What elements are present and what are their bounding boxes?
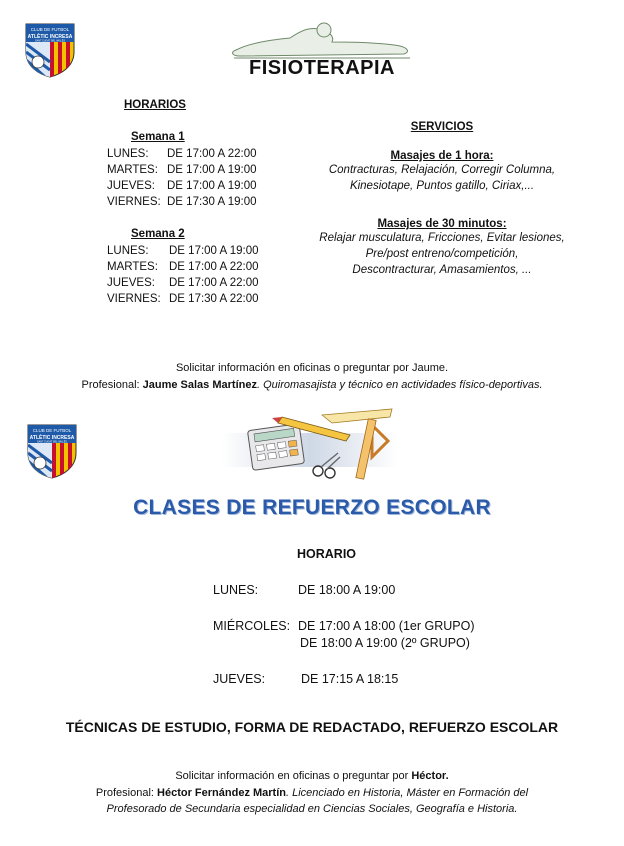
professional-desc: . Quiromasajista y técnico en actividades físico-deportivas. [256, 379, 543, 391]
professional-desc: . Licenciado en Historia, Máster en Formación del [286, 787, 529, 799]
professional-desc: Profesorado de Secundaria especialidad en Ciencias Sociales, Geografía e Historia. [106, 803, 518, 815]
hours-value: DE 17:00 A 22:00 [169, 261, 259, 273]
schedule-row [107, 261, 259, 273]
crest-bottom-text: SANT CUGAT DEL VALLÈS [37, 440, 67, 444]
day-label: LUNES: [107, 245, 149, 257]
horario-heading: HORARIO [297, 547, 357, 561]
massage-figure-icon [228, 20, 416, 62]
day-label: JUEVES: [213, 672, 266, 686]
fisio-professional-line [0, 378, 624, 393]
semana-2-label: Semana 2 [131, 228, 185, 240]
hours-value: DE 17:30 A 22:00 [169, 293, 259, 305]
schedule-row [107, 180, 257, 192]
hours-value: DE 17:15 A 18:15 [301, 672, 399, 686]
fisioterapia-logo [228, 20, 416, 82]
masajes-1h-line: Contracturas, Relajación, Corregir Columna, [328, 164, 556, 176]
masajes-30-line: Relajar musculatura, Fricciones, Evitar lesiones, [319, 232, 565, 244]
hours-value: DE 17:00 A 19:00 [167, 164, 257, 176]
hours-value: DE 17:00 A 19:00 [167, 180, 257, 192]
masajes-30-line: Pre/post entreno/competición, [365, 248, 519, 260]
schedule-row [213, 583, 395, 597]
semana-1-label: Semana 1 [131, 131, 185, 143]
day-label: JUEVES: [107, 180, 155, 192]
professional-prefix: Profesional: [95, 787, 158, 799]
fisioterapia-title: FISIOTERAPIA [248, 57, 395, 79]
schedule-row [107, 245, 259, 257]
refuerzo-professional-line [0, 786, 624, 801]
schedule-row [107, 277, 259, 289]
servicios-heading: SERVICIOS [410, 121, 474, 133]
day-label: VIERNES: [107, 293, 161, 305]
crest-top-text: CLUB DE FUTBOL [30, 27, 70, 32]
refuerzo-title: CLASES DE REFUERZO ESCOLAR [133, 496, 491, 519]
schedule-row [107, 293, 259, 305]
contact-name: Héctor. [411, 770, 449, 782]
crest-top-text: CLUB DE FUTBOL [32, 428, 72, 433]
schedule-row [213, 619, 474, 633]
contact-prefix: Solicitar información en oficinas o preguntar por [175, 770, 412, 782]
hours-value: DE 18:00 A 19:00 (2º GRUPO) [300, 636, 470, 650]
hours-value: DE 17:00 A 18:00 (1er GRUPO) [298, 619, 475, 633]
servicios-section [300, 121, 584, 278]
hours-value: DE 17:00 A 22:00 [167, 148, 257, 160]
schedule-row [107, 164, 257, 176]
masajes-1h-line: Kinesiotape, Puntos gatillo, Ciriax,... [349, 180, 535, 192]
day-label: JUEVES: [107, 277, 155, 289]
masajes-30-title: Masajes de 30 minutos: [377, 218, 507, 230]
schedule-row [107, 148, 257, 160]
crest-name: ATLÈTIC INCRESA [27, 34, 73, 40]
hours-value: DE 17:00 A 19:00 [169, 245, 259, 257]
hours-value: DE 18:00 A 19:00 [298, 583, 396, 597]
crest-name: ATLÈTIC INCRESA [29, 435, 75, 441]
horarios-heading: HORARIOS [124, 99, 186, 111]
day-label: MARTES: [107, 164, 158, 176]
professional-prefix: Profesional: [81, 379, 143, 391]
masajes-30-line: Descontracturar, Amasamientos, ... [352, 264, 532, 276]
refuerzo-professional-line-2 [0, 802, 624, 817]
schedule-row [213, 672, 398, 686]
professional-name: Jaume Salas Martínez [142, 379, 257, 391]
refuerzo-contact-line [0, 769, 624, 784]
school-supplies-icon [222, 405, 398, 487]
club-crest [26, 423, 78, 479]
day-label: VIERNES: [107, 196, 161, 208]
schedule-row [213, 636, 470, 650]
crest-bottom-text: SANT CUGAT DEL VALLÈS [35, 39, 65, 43]
day-label: LUNES: [213, 583, 259, 597]
fisio-contact-line: Solicitar información en oficinas o preguntar por Jaume. [175, 362, 449, 374]
day-label: MIÉRCOLES: [213, 619, 291, 633]
professional-name: Héctor Fernández Martín [157, 787, 286, 799]
day-label: MARTES: [107, 261, 158, 273]
club-crest [24, 22, 76, 78]
day-label: LUNES: [107, 148, 149, 160]
schedule-row [107, 196, 257, 208]
masajes-1h-title: Masajes de 1 hora: [390, 150, 494, 162]
hours-value: DE 17:00 A 22:00 [169, 277, 259, 289]
hours-value: DE 17:30 A 19:00 [167, 196, 257, 208]
refuerzo-topics: TÉCNICAS DE ESTUDIO, FORMA DE REDACTADO, REFUERZO ESCOLAR [65, 719, 559, 735]
